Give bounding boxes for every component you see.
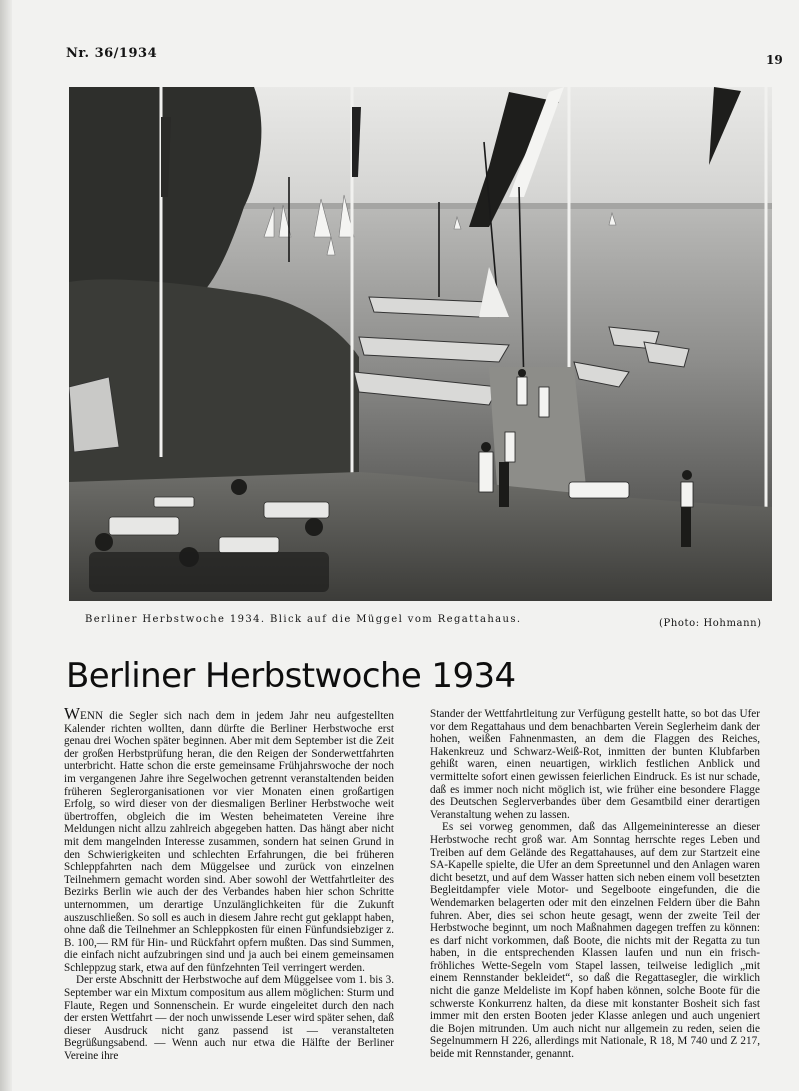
regatta-photo-icon: [69, 87, 772, 601]
issue-number: Nr. 36/1934: [66, 46, 158, 61]
article-column-right: [430, 708, 760, 1061]
article-column-left: [64, 704, 394, 1063]
article-paragraph: WENN die Segler sich nach dem in jedem Jahr neu aufgestellten Kalender richten wollten, dann dürfte die Berliner Herbstwoche erst genau drei Wochen später beginnen. Aber mit dem September ist die Zeit der großen Herbstprüfung heran, die den Reigen der Sonderwettfahrten unterbricht. Hatte schon die erste gemeinsame Frühjahrswoche der noch im vergangenen Jahre ihre Segelwochen getrennt veranstaltenden beiden früheren Seglerorganisationen vor vier Monaten einen großartigen Erfolg, so wird dieser von der diesmaligen Berliner Herbstwoche weit übertroffen, obgleich die im Westen beheimateten Vereine ihre Meldungen nicht allzu zahlreich abgegeben hatten. Das hängt aber nicht mit dem mangelnden Interesse zusammen, sondern hat seinen Grund in den Schwierigkeiten und schlechten Erfahrungen, die bei früheren Schleppfahrten nach dem Müggelsee und zurück von einzelnen Teilnehmern gemacht worden sind. Aber sowohl der Wettfahrtleiter des Bezirks Berlin wie auch der des Verbandes haben hier schon Schritte unternommen, um derartige Unzulänglichkeiten für die Zukunft auszuschließen. So soll es auch in diesem Jahre recht gut geklappt haben, ohne daß die Teilnehmer an Schleppkosten für einen Fünfundsiebziger z. B. 100,— RM für Hin- und Rückfahrt opfern mußten. Das sind Summen, die einfach nicht aufzubringen sind und ja auch bei einem gemeinsamen Schleppzug stark, etwa auf den fünfzehnten Teil verringert werden.: [64, 704, 394, 974]
photo-caption: Berliner Herbstwoche 1934. Blick auf die Müggel vom Regattahaus.: [85, 614, 522, 625]
article-paragraph: Der erste Abschnitt der Herbstwoche auf dem Müggelsee vom 1. bis 3. September war ein Mixtum compositum aus allem möglichen: Sturm und Flaute, Regen und Sonnenschein. Er wurde eingeleitet durch den nach der ersten Wettfahrt — der noch unwissende Leser wird später sehen, daß dieser Ausdruck nicht ganz passend ist — veranstalteten Begrüßungsabend. — Wenn auch nur etwa die Hälfte der Berliner Vereine ihre: [64, 974, 394, 1063]
photo-credit: (Photo: Hohmann): [659, 618, 762, 629]
article-paragraph: Stander der Wettfahrtleitung zur Verfügung gestellt hatte, so bot das Ufer vor dem Regattahaus und dem benachbarten Verein Seglerheim dank der hohen, weißen Fahnenmasten, an dem die Flaggen des Reiches, Hakenkreuz und Schwarz-Weiß-Rot, inmitten der bunten Klubfarben gehißt waren, einen neuartigen, wirklich festlichen Anblick und vermittelte sofort einen gewissen feierlichen Eindruck. Es ist nur schade, daß es immer noch nicht möglich ist, wie früher eine besondere Flagge des Deutschen Seglerverbandes über dem Gesamtbild einer derartigen Veranstaltung wehen zu lassen.: [430, 708, 760, 821]
article-title: Berliner Herbstwoche 1934: [66, 656, 516, 696]
article-paragraph: Es sei vorweg genommen, daß das Allgemeininteresse an dieser Herbstwoche recht groß war. Am Sonntag herrschte reges Leben und Treiben auf dem Gelände des Regattahauses, auf dem zur Startzeit eine SA-Kapelle spielte, die Ufer an dem Spreetunnel und den Anlagen waren dicht besetzt, und auf dem Wasser hatten sich neben einem voll besetzten Begleitdampfer viele Motor- und Segelboote eingefunden, die die Wendemarken belagerten oder mit den einzelnen Feldern über die Bahn fuhren. Aber, dies sei schon heute gesagt, wenn der zweite Teil der Herbstwoche beginnt, um noch Maßnahmen dagegen treffen zu können: es darf nicht vorkommen, daß Boote, die nichts mit der Regatta zu tun haben, in die entsprechenden Klassen laufen und nun ein frisch-fröhliches Wette-Segeln vom Stapel lassen, teilweise lediglich „mit einem Rennstander bekleidet“, so daß die Regattasegler, die wirklich nicht die ganze Meldeliste im Kopf haben können, solche Boote für die schwerste Konkurrenz halten, da diese mit konstanter Bosheit sich fast immer mit den ersten Booten jeder Klasse anlegen und auch ungeniert die Bojen mitrunden. Um auch nicht nur allgemein zu reden, seien die Segelnummern H 226, allerdings mit Nationale, R 18, M 740 und Z 217, beide mit Rennstander, genannt.: [430, 821, 760, 1061]
drop-initial: W: [64, 704, 81, 723]
page-number: 19: [766, 53, 783, 67]
page-binding-edge: [0, 0, 12, 1091]
